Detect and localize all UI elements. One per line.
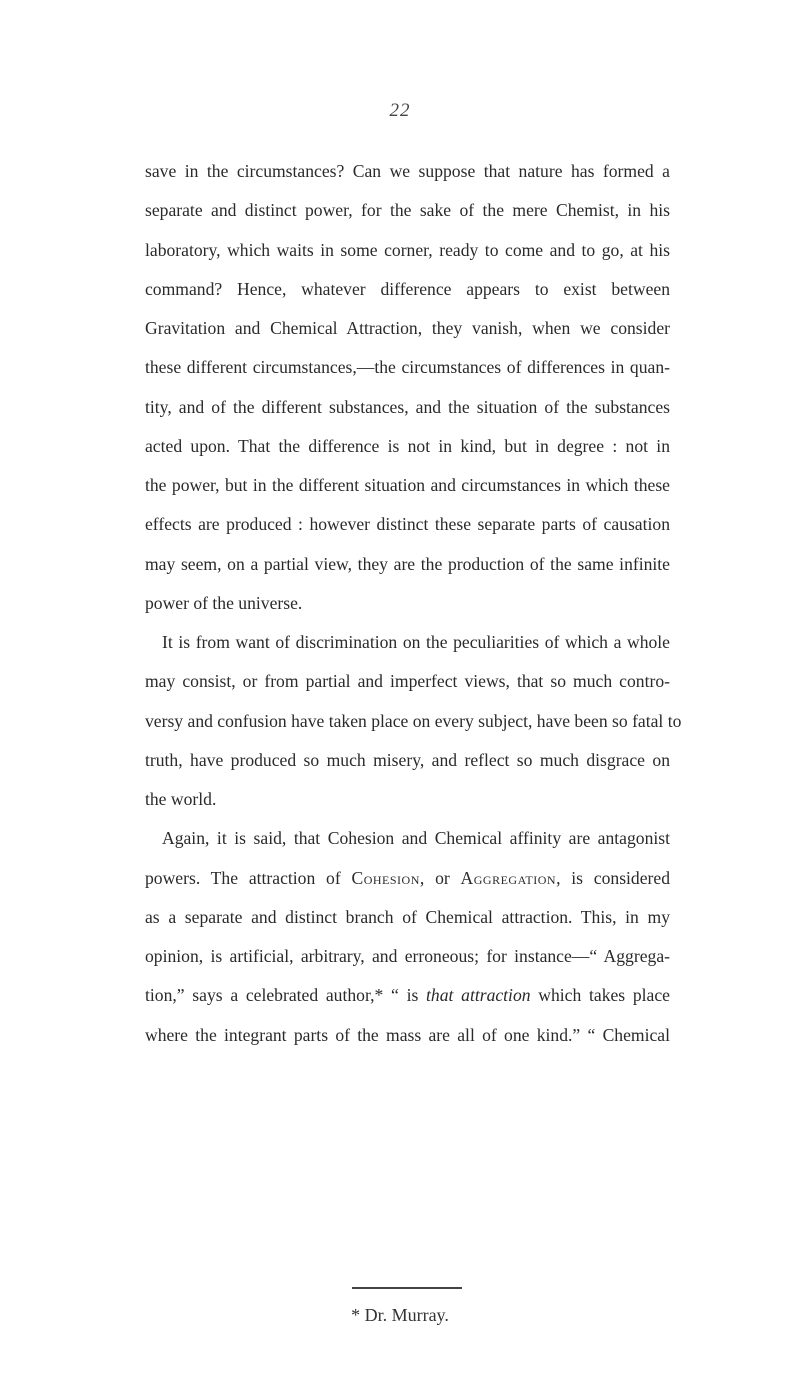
text-line: Gravitation and Chemical Attraction, they vanish, when we consider: [145, 318, 670, 338]
text-line: powers. The attraction of Cohesion, or Aggregation, is considered: [145, 867, 670, 888]
text-line: the power, but in the different situation and circumstances in which these: [145, 475, 670, 495]
text-line: tity, and of the different substances, and the situation of the substances: [145, 396, 670, 417]
text-line: save in the circumstances? Can we suppose that nature has formed a: [145, 161, 670, 181]
text-line: versy and confusion have taken place on every subject, have been so fatal to: [145, 710, 682, 731]
text-line: separate and distinct power, for the sake of the mere Chemist, in his: [145, 200, 670, 221]
text-line: effects are produced : however distinct these separate parts of causation: [145, 514, 670, 535]
paragraph-1: [145, 152, 670, 623]
text-line: laboratory, which waits in some corner, ready to come and to go, at his: [145, 239, 670, 260]
footnote-rule: [352, 1287, 462, 1289]
footnote: * Dr. Murray.: [351, 1305, 449, 1325]
text-line: opinion, is artificial, arbitrary, and erroneous; for instance—“ Aggrega-: [145, 946, 670, 966]
text-line: It is from want of discrimination on the peculiarities of which a whole: [162, 632, 670, 652]
text-line: may consist, or from partial and imperfect views, that so much contro-: [145, 671, 670, 692]
text-line: may seem, on a partial view, they are the production of the same infinite: [145, 553, 670, 574]
text-line: truth, have produced so much misery, and reflect so much disgrace on: [145, 749, 670, 770]
small-caps-term: Aggregation: [460, 867, 557, 888]
body-text: [145, 152, 682, 1055]
text-line: these different circumstances,—the circumstances of differences in quan-: [145, 357, 670, 378]
text-line: tion,” says a celebrated author,* “ is that attraction which takes place: [145, 985, 670, 1006]
text-line: power of the universe.: [145, 592, 303, 613]
text-line: acted upon. That the difference is not in kind, but in degree : not in: [145, 435, 670, 456]
paragraph-3: [145, 819, 670, 1055]
text-line: as a separate and distinct branch of Chemical attraction. This, in my: [145, 906, 670, 927]
text-line: the world.: [145, 789, 217, 809]
text-line: Again, it is said, that Cohesion and Chemical affinity are antagonist: [162, 828, 670, 849]
text-line: command? Hence, whatever difference appears to exist between: [145, 278, 670, 299]
text-line: where the integrant parts of the mass are all of one kind.” “ Chemical: [145, 1024, 670, 1045]
page-number: 22: [389, 100, 411, 121]
italic-phrase: that attraction: [426, 985, 531, 1006]
small-caps-term: Cohesion: [351, 867, 420, 888]
paragraph-2: [145, 623, 682, 819]
